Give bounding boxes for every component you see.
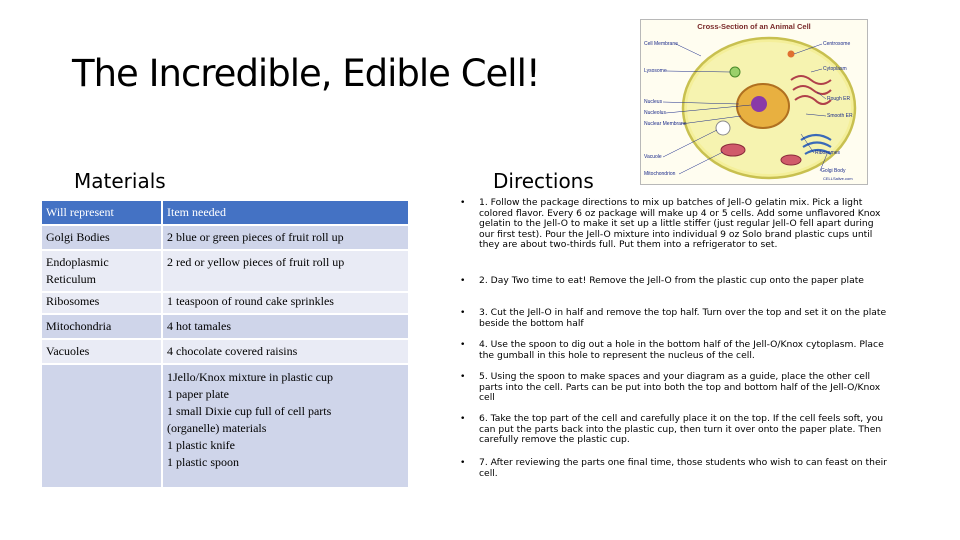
bullet-icon: • xyxy=(460,413,466,424)
item-line: 1 plastic spoon xyxy=(167,455,239,469)
list-item xyxy=(460,414,888,446)
bullet-icon: • xyxy=(460,197,466,208)
item-line: 1 small Dixie cup full of cell parts xyxy=(167,404,332,418)
item-cell: 4 hot tamales xyxy=(162,314,409,339)
list-item xyxy=(460,372,888,404)
item-cell: 1 teaspoon of round cake sprinkles xyxy=(162,292,409,314)
item-line: 1Jello/Knox mixture in plastic cup xyxy=(167,370,333,384)
item-line: 1 plastic knife xyxy=(167,438,235,452)
animal-cell-diagram xyxy=(640,19,868,185)
slide-title: The Incredible, Edible Cell! xyxy=(72,52,540,95)
represent-cell: Golgi Bodies xyxy=(41,225,162,250)
diagram-title: Cross-Section of an Animal Cell xyxy=(697,22,811,31)
mitochondrion-shape xyxy=(721,144,745,156)
label-nuclear-membrane: Nuclear Membrane xyxy=(644,121,687,127)
label-ribosomes: Ribosomes xyxy=(815,150,841,156)
table-row xyxy=(41,314,409,339)
represent-cell: Ribosomes xyxy=(41,292,162,314)
header-item-needed: Item needed xyxy=(162,200,409,225)
materials-heading: Materials xyxy=(74,169,166,193)
direction-step: 2. Day Two time to eat! Remove the Jell-O from the plastic cup onto the paper plate xyxy=(479,275,864,286)
direction-step: 4. Use the spoon to dig out a hole in the bottom half of the Jell-O/Knox cytoplasm. Place the gumball in this hole to represent the nucleus of the cell. xyxy=(479,339,884,361)
label-cell-membrane: Cell Membrane xyxy=(644,41,678,47)
table-row xyxy=(41,364,409,488)
nucleolus-shape xyxy=(751,96,767,112)
list-item xyxy=(460,308,888,329)
direction-step: 7. After reviewing the parts one final time, those students who wish to can feast on their cell. xyxy=(479,457,887,479)
bullet-icon: • xyxy=(460,339,466,350)
direction-step: 3. Cut the Jell-O in half and remove the top half. Turn over the top and set it on the plate beside the bottom half xyxy=(479,307,887,329)
label-nucleus: Nucleus xyxy=(644,99,663,105)
item-cell: 4 chocolate covered raisins xyxy=(162,339,409,364)
diagram-credit: CELLSalive.com xyxy=(823,176,853,181)
direction-step: 6. Take the top part of the cell and carefully place it on the top. If the cell feels soft, you can put the parts back into the plastic cup, then turn it over onto the paper plate. Then carefully remove the plastic cup. xyxy=(479,413,884,446)
represent-cell: Mitochondria xyxy=(41,314,162,339)
label-lysosome: Lysosome xyxy=(644,68,667,74)
list-item xyxy=(460,458,888,479)
table-row xyxy=(41,292,409,314)
represent-cell xyxy=(41,364,162,488)
label-centrosome: Centrosome xyxy=(823,41,851,47)
centrosome-shape xyxy=(788,51,795,58)
table-row xyxy=(41,250,409,292)
item-cell: 2 red or yellow pieces of fruit roll up xyxy=(162,250,409,292)
table-row xyxy=(41,225,409,250)
direction-step: 5. Using the spoon to make spaces and your diagram as a guide, place the other cell parts into the cell. Parts can be put into both the top and bottom half of the Jell-O/Knox cell xyxy=(479,371,881,404)
item-cell: 2 blue or green pieces of fruit roll up xyxy=(162,225,409,250)
bullet-icon: • xyxy=(460,275,466,286)
materials-table xyxy=(40,199,410,489)
mitochondrion-shape xyxy=(781,155,801,165)
table-header-row xyxy=(41,200,409,225)
item-line: 1 paper plate xyxy=(167,387,229,401)
represent-cell: Endoplasmic Reticulum xyxy=(41,250,162,292)
header-will-represent: Will represent xyxy=(41,200,162,225)
item-cell xyxy=(162,364,409,488)
list-item xyxy=(460,276,888,287)
label-nucleolus: Nucleolus xyxy=(644,110,666,116)
item-line: (organelle) materials xyxy=(167,421,267,435)
bullet-icon: • xyxy=(460,457,466,468)
label-smooth-er: Smooth ER xyxy=(827,113,853,119)
directions-heading: Directions xyxy=(493,169,594,193)
list-item xyxy=(460,340,888,361)
lysosome-shape xyxy=(730,67,740,77)
list-item xyxy=(460,198,888,251)
bullet-icon: • xyxy=(460,371,466,382)
vacuole-shape xyxy=(716,121,730,135)
label-golgi-body: Golgi Body xyxy=(821,168,846,174)
direction-step: 1. Follow the package directions to mix up batches of Jell-O gelatin mix. Pick a light colored flavor. Every 6 oz package will make up 4 or 5 cells. Add some unflavored Knox gelatin to the Jell-O to make it set up a little stiffer (just regular Jell-O fell apart during our first test). Pour the Jell-O mixture into individual 9 oz Solo brand plastic cups until they are about two-thirds full. Put them into a refrigerator to set. xyxy=(479,197,881,251)
label-rough-er: Rough ER xyxy=(827,96,851,102)
label-mitochondrion: Mitochondrion xyxy=(644,171,676,177)
represent-cell: Vacuoles xyxy=(41,339,162,364)
label-vacuole: Vacuole xyxy=(644,154,662,160)
table-row xyxy=(41,339,409,364)
label-cytoplasm: Cytoplasm xyxy=(823,66,847,72)
bullet-icon: • xyxy=(460,307,466,318)
